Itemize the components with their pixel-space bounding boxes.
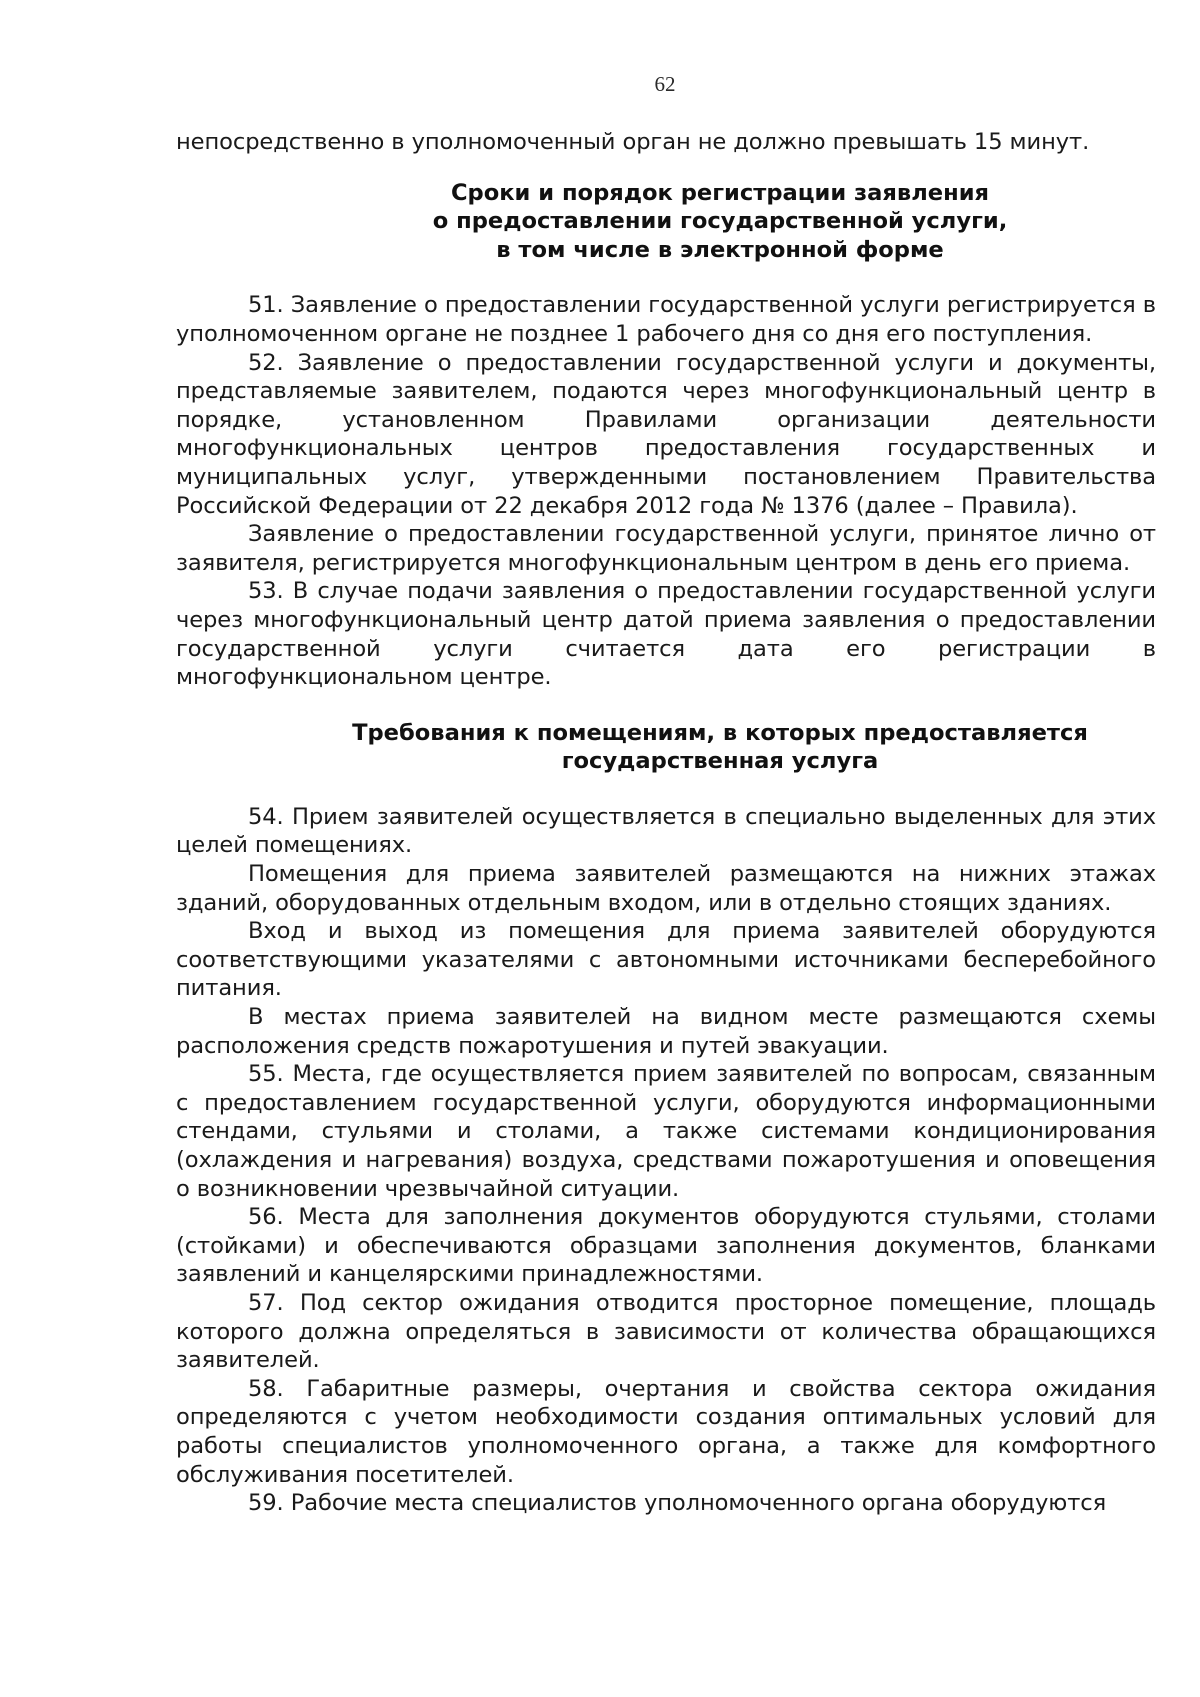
- paragraph-54-evacuation: В местах приема заявителей на видном месте размещаются схемы расположения средств пожаротушения и путей эвакуации.: [176, 1004, 1156, 1059]
- paragraph-52: 52. Заявление о предоставлении государственной услуги и документы, представляемые заявителем, подаются через многофункциональный центр в порядке, установленном Правилами организации деятельности многофункциональных центров предоставления государственных и муниципальных услуг, утвержденными постановлением Правительства Российской Федерации от 22 декабря 2012 года № 1376 (далее – Правила).: [176, 349, 1156, 519]
- paragraph-54-entrance: Вход и выход из помещения для приема заявителей оборудуются соответствующими указателями с автономными источниками бесперебойного питания.: [176, 918, 1156, 1002]
- section-2-body: [176, 803, 1156, 1518]
- paragraph-51: 51. Заявление о предоставлении государственной услуги регистрируется в уполномоченном органе не позднее 1 рабочего дня со дня его поступления.: [176, 292, 1156, 347]
- paragraph-59: 59. Рабочие места специалистов уполномоченного органа оборудуются: [248, 1490, 1107, 1517]
- section-1-title-line: в том числе в электронной форме: [496, 236, 944, 263]
- paragraph-56: 56. Места для заполнения документов оборудуются стульями, столами (стойками) и обеспечиваются образцами заполнения документов, бланками заявлений и канцелярскими принадлежностями.: [176, 1204, 1156, 1288]
- paragraph-55: 55. Места, где осуществляется прием заявителей по вопросам, связанным с предоставлением государственной услуги, оборудуются информационными стендами, стульями и столами, а также системами кондиционирования (охлаждения и нагревания) воздуха, средствами пожаротушения и оповещения о возникновении чрезвычайной ситуации.: [176, 1061, 1156, 1202]
- section-1-body: [176, 291, 1156, 691]
- paragraph-53: 53. В случае подачи заявления о предоставлении государственной услуги через многофункциональный центр датой приема заявления о предоставлении государственной услуги считается дата его регистрации в многофункциональном центре.: [176, 578, 1156, 691]
- section-1-title-line: о предоставлении государственной услуги,: [432, 208, 1008, 235]
- paragraph-58: 58. Габаритные размеры, очертания и свойства сектора ожидания определяются с учетом необходимости создания оптимальных условий для работы специалистов уполномоченного органа, а также для комфортного обслуживания посетителей.: [176, 1375, 1156, 1488]
- section-1-heading: [284, 179, 1156, 265]
- section-2-heading: [284, 719, 1156, 776]
- paragraph-54-premises: Помещения для приема заявителей размещаются на нижних этажах зданий, оборудованных отдельным входом, или в отдельно стоящих зданиях.: [176, 861, 1156, 916]
- section-1-title-line: Сроки и порядок регистрации заявления: [450, 179, 990, 206]
- section-2-title-line: Требования к помещениям, в которых предоставляется: [352, 719, 1088, 746]
- intro-paragraph: непосредственно в уполномоченный орган не должно превышать 15 минут.: [176, 129, 1090, 155]
- section-2-title-line: государственная услуга: [561, 748, 879, 775]
- paragraph-54: 54. Прием заявителей осуществляется в специально выделенных для этих целей помещениях.: [176, 803, 1156, 859]
- paragraph-57: 57. Под сектор ожидания отводится просторное помещение, площадь которого должна определяться в зависимости от количества обращающихся заявителей.: [176, 1289, 1156, 1374]
- paragraph-52-continued: Заявление о предоставлении государственной услуги, принятое лично от заявителя, регистрируется многофункциональным центром в день его приема.: [176, 521, 1156, 576]
- page-content: [176, 128, 1156, 1518]
- page-number: 62: [654, 72, 676, 96]
